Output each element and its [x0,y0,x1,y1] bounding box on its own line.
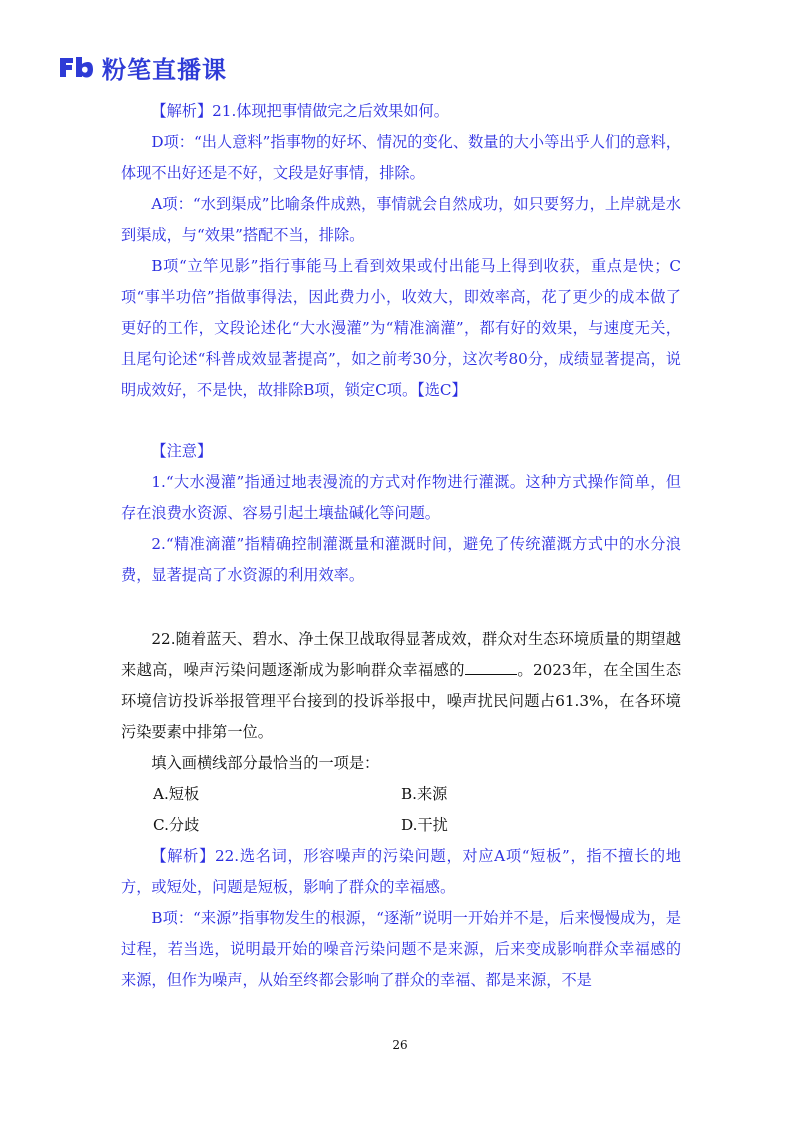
answer-blank [465,660,517,675]
analysis-21-intro: 【解析】21.体现把事情做完之后效果如何。 [151,102,449,120]
question-22-stem [121,624,681,748]
question-22-options [121,779,681,841]
note-item-2: 2.“精准滴灌”指精确控制灌溉量和灌溉时间，避免了传统灌溉方式中的水分浪费，显著提高了水资源的利用效率。 [121,535,681,584]
option-b: B.来源 [401,785,448,803]
option-d: D.干扰 [401,816,448,834]
question-22-stem-part2: 。2023年，在全国生态环境信访投诉举报管理平台接到的投诉举报中，噪声扰民问题占61.3%，在各环境污染要素中排第一位。 [121,661,682,741]
page-number: 26 [392,1038,408,1052]
analysis-21-option-a: A项：“水到渠成”比喻条件成熟，事情就会自然成功，如只要努力，上岸就是水到渠成，与“效果”搭配不当，排除。 [121,195,681,244]
analysis-22-intro: 【解析】22.选名词，形容噪声的污染问题，对应A项“短板”，指不擅长的地方，或短处，问题是短板，影响了群众的幸福感。 [121,847,681,896]
analysis-21-option-bc: B项“立竿见影”指行事能马上看到效果或付出能马上得到收获，重点是快；C项“事半功倍”指做事得法，因此费力小，收效大，即效率高，花了更少的成本做了更好的工作，文段论述化“大水漫灌”为“精准滴灌”，都有好的效果，与速度无关，且尾句论述“科普成效显著提高”，如之前考30分，这次考80分，成绩显著提高，说明成效好，不是快，故排除B项，锁定C项。【选C】 [121,257,681,399]
note-title: 【注意】 [151,442,213,460]
question-22-stem-part1: 22.随着蓝天、碧水、净土保卫战取得显著成效，群众对生态环境质量的期望越来越高，噪声污染问题逐渐成为影响群众幸福感的 [121,630,681,679]
document-body [121,96,681,996]
page-header [58,50,227,84]
brand-name: 粉笔直播课 [102,55,227,84]
fb-logo-icon [58,54,94,80]
analysis-22-option-b: B项：“来源”指事物发生的根源，“逐渐”说明一开始并不是，后来慢慢成为，是过程，若当选，说明最开始的噪音污染问题不是来源，后来变成影响群众幸福感的来源，但作为噪声，从始至终都会影响了群众的幸福、都是来源，不是 [121,909,681,989]
question-22-prompt: 填入画横线部分最恰当的一项是： [151,754,380,772]
analysis-21-option-d: D项：“出人意料”指事物的好坏、情况的变化、数量的大小等出乎人们的意料，体现不出好还是不好，文段是好事情，排除。 [121,133,681,182]
option-a: A.短板 [153,785,200,803]
option-c: C.分歧 [153,816,200,834]
note-item-1: 1.“大水漫灌”指通过地表漫流的方式对作物进行灌溉。这种方式操作简单，但存在浪费水资源、容易引起土壤盐碱化等问题。 [121,473,681,522]
